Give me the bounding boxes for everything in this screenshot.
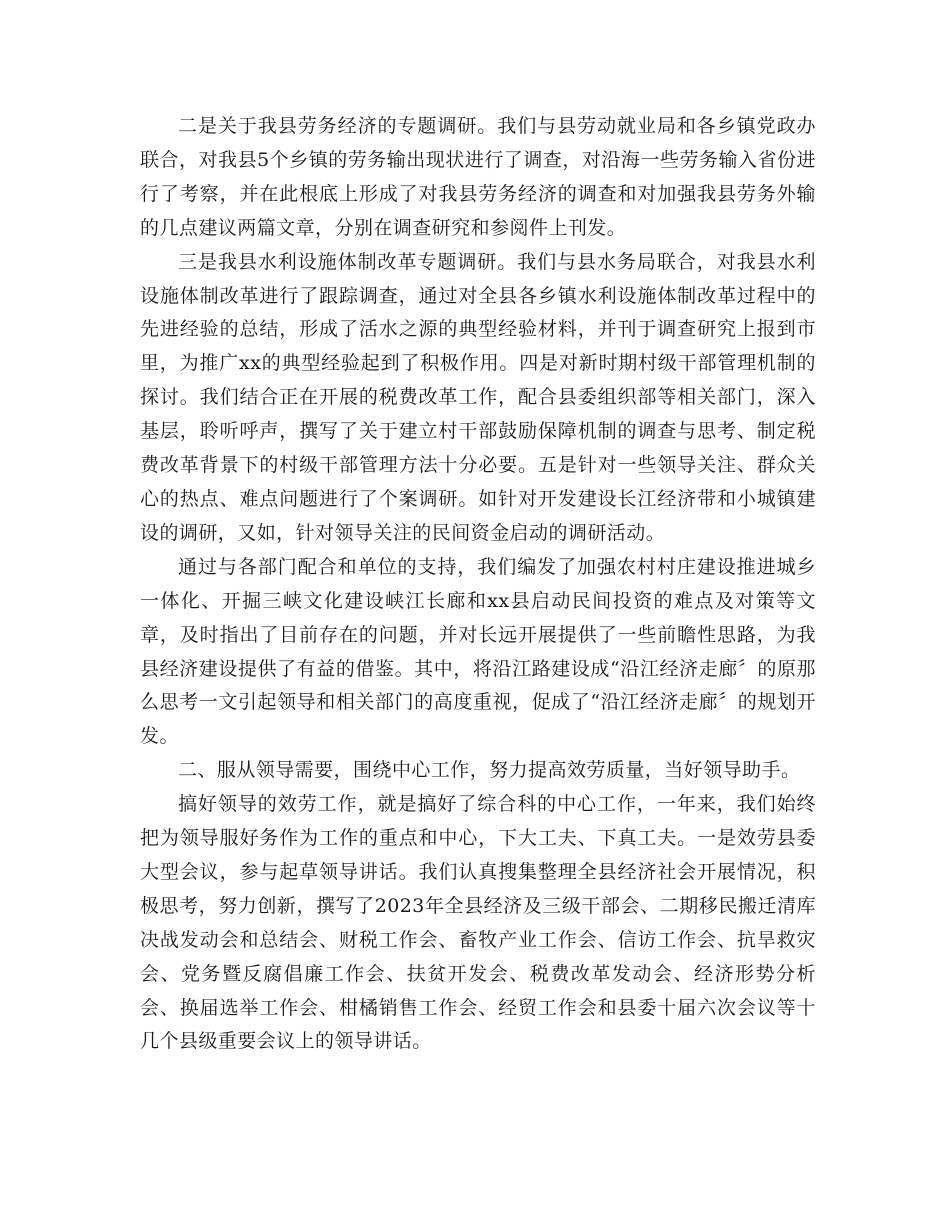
paragraph-leadership-service: 搞好领导的效劳工作，就是搞好了综合科的中心工作，一年来，我们始终把为领导服好务作为工作的重点和中心，下大工夫、下真工夫。一是效劳县委大型会议，参与起草领导讲话。我们认真搜集整理全县经济社会开展情况，积极思考，努力创新，撰写了2023年全县经济及三级干部会、二期移民搬迁清库决战发动会和总结会、财税工作会、畜牧产业工作会、信访工作会、抗旱救灾会、党务暨反腐倡廉工作会、扶贫开发会、税费改革发动会、经济形势分析会、换届选举工作会、柑橘销售工作会、经贸工作会和县委十届六次会议等十几个县级重要会议上的领导讲话。 [140,793,816,1053]
paragraph-labor-economy-research: 二是关于我县劳务经济的专题调研。我们与县劳动就业局和各乡镇党政办联合，对我县5个乡镇的劳务输出现状进行了调查，对沿海一些劳务输入省份进行了考察，并在此根底上形成了对我县劳务经济的调查和对加强我县劳务外输的几点建议两篇文章，分别在调查研究和参阅件上刊发。 [140,115,816,239]
paragraph-department-cooperation: 通过与各部门配合和单位的支持，我们编发了加强农村村庄建设推进城乡一体化、开掘三峡文化建设峡江长廊和xx县启动民间投资的难点及对策等文章，及时指出了目前存在的问题，并对长远开展提供了一些前瞻性思路，为我县经济建设提供了有益的借鉴。其中，将沿江路建设成“沿江经济走廊〞的原那么思考一文引起领导和相关部门的高度重视，促成了“沿江经济走廊〞的规划开发。 [140,555,816,748]
section-heading-serve-leadership: 二、服从领导需要，围绕中心工作，努力提高效劳质量，当好领导助手。 [178,759,801,782]
document-page [140,110,816,1059]
paragraph-water-reform-research: 三是我县水利设施体制改革专题调研。我们与县水务局联合，对我县水利设施体制改革进行了跟踪调查，通过对全县各乡镇水利设施体制改革过程中的先进经验的总结，形成了活水之源的典型经验材料，并刊于调查研究上报到市里，为推广xx的典型经验起到了积极作用。四是对新时期村级干部管理机制的探讨。我们结合正在开展的税费改革工作，配合县委组织部等相关部门，深入基层，聆听呼声，撰写了关于建立村干部鼓励保障机制的调查与思考、制定税费改革背景下的村级干部管理方法十分必要。五是针对一些领导关注、群众关心的热点、难点问题进行了个案调研。如针对开发建设长江经济带和小城镇建设的调研，又如，针对领导关注的民间资金启动的调研活动。 [140,250,816,544]
